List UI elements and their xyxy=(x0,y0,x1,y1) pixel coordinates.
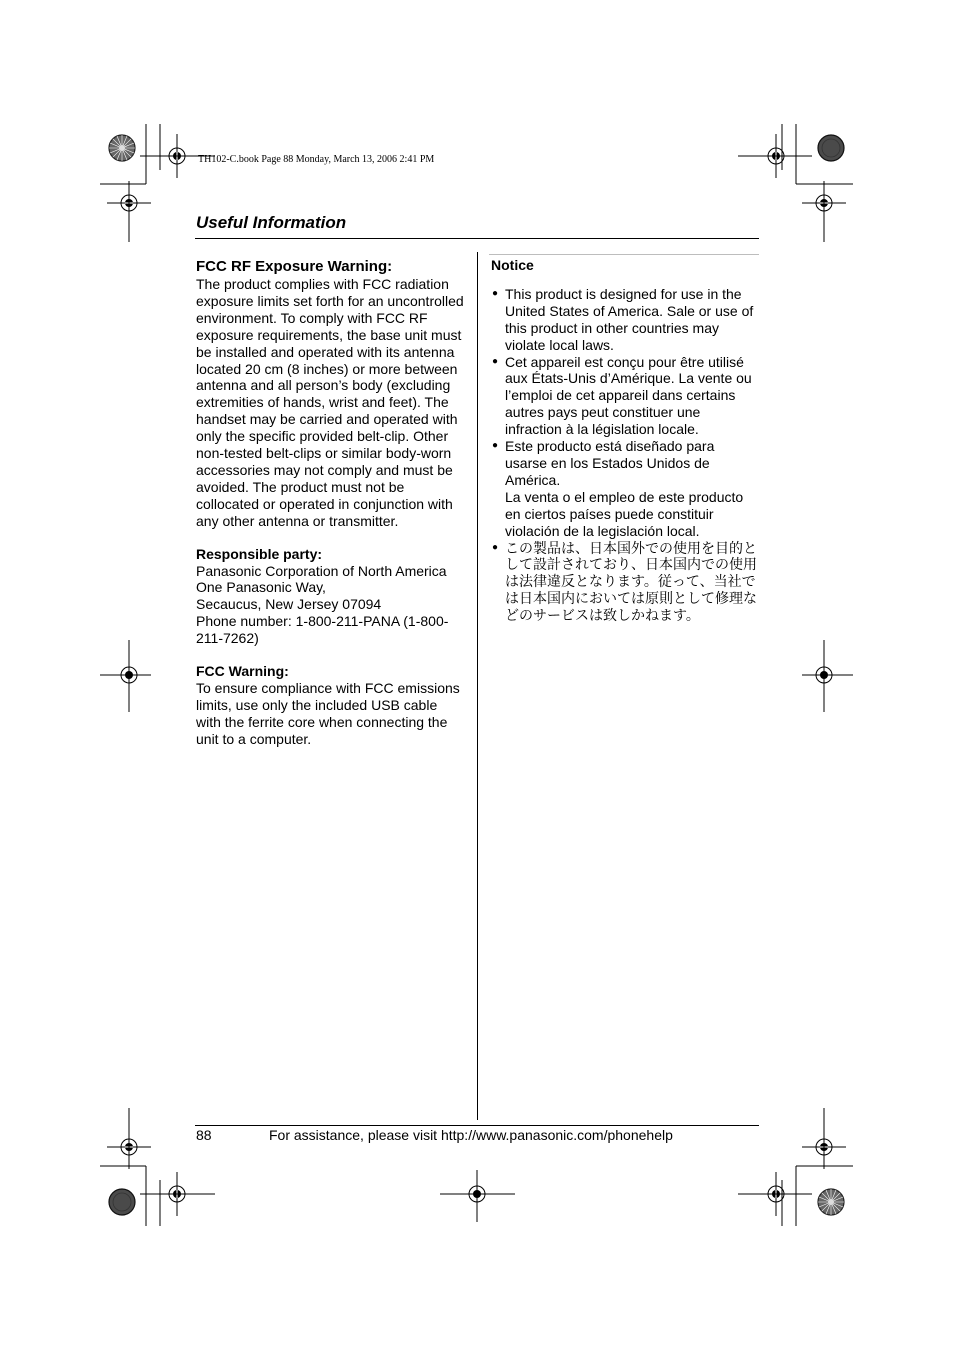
notice-item-text: This product is designed for use in the United States of America. Sale or use of this product in other countries may violate local laws. xyxy=(505,285,754,353)
notice-item-text: La venta o el empleo de este producto en ciertos países puede constituir violación de la legislación local. xyxy=(505,488,744,539)
starburst-icon xyxy=(109,135,135,161)
bullet-icon: ● xyxy=(492,355,499,367)
starburst-icon xyxy=(818,1189,844,1215)
print-slug: TH102-C.book Page 88 Monday, March 13, 2006 2:41 PM xyxy=(198,154,435,165)
responsible-party-line: One Panasonic Way, xyxy=(196,579,326,596)
bullet-icon: ● xyxy=(492,287,499,299)
responsible-party-heading: Responsible party: xyxy=(196,545,323,562)
header-rule xyxy=(195,238,759,239)
notice-item-spanish xyxy=(489,438,759,539)
notice-item-text: Este producto está diseñado para usarse en los Estados Unidos de América. xyxy=(505,438,715,488)
registration-ball-icon xyxy=(109,1189,135,1215)
fcc-warning-body: To ensure compliance with FCC emissions limits, use only the included USB cable with the ferrite core when connecting the unit to a computer. xyxy=(196,679,460,747)
notice-item-english xyxy=(489,286,759,354)
responsible-party-line: Panasonic Corporation of North America xyxy=(196,562,447,579)
responsible-party-line: Phone number: 1-800-211-PANA (1-800-211-7262) xyxy=(196,613,449,647)
section-title: Useful Information xyxy=(196,213,347,232)
page-number: 88 xyxy=(196,1127,212,1143)
registration-ball-icon xyxy=(818,135,844,161)
bullet-icon: ● xyxy=(492,541,499,553)
notice-list xyxy=(489,286,759,624)
column-divider xyxy=(477,252,478,1120)
assistance-text: For assistance, please visit http://www.panasonic.com/phonehelp xyxy=(269,1127,673,1143)
footer-rule xyxy=(195,1125,759,1126)
notice-heading: Notice xyxy=(491,257,534,273)
responsible-party-line: Secaucus, New Jersey 07094 xyxy=(196,596,382,613)
notice-section xyxy=(489,257,759,624)
left-column xyxy=(196,258,464,748)
notice-item-text: この製品は、日本国外での使用を目的として設計されており、日本国内での使用は法律違反となります。従って、当社では日本国内においては原則として修理などのサービスは致しかねます。 xyxy=(505,539,757,624)
fcc-warning-heading: FCC Warning: xyxy=(196,663,289,680)
notice-item-japanese xyxy=(489,540,759,625)
notice-item-french xyxy=(489,354,759,439)
fcc-rf-heading: FCC RF Exposure Warning: xyxy=(196,258,393,275)
notice-rule xyxy=(489,254,759,255)
bullet-icon: ● xyxy=(492,440,499,452)
fcc-rf-body: The product complies with FCC radiation exposure limits set forth for an uncontrolled environment. To comply with FCC RF exposure requirements, the base unit must be installed and operated with its antenna located 20 cm (8 inches) or more between antenna and all person’s body (excluding extremities of hands, wrist and feet). The handset may be carried and operated with only the specific provided belt-clip. Other non-tested belt-clips or similar body-worn accessories may not comply and must be avoided. The product must not be collocated or operated in conjunction with any other antenna or transmitter. xyxy=(196,276,464,529)
notice-item-text: Cet appareil est conçu pour être utilisé aux États-Unis d’Amérique. La vente ou l’emploi de cet appareil dans certains autres pays peut constituer une infraction à la législation locale. xyxy=(505,353,752,438)
